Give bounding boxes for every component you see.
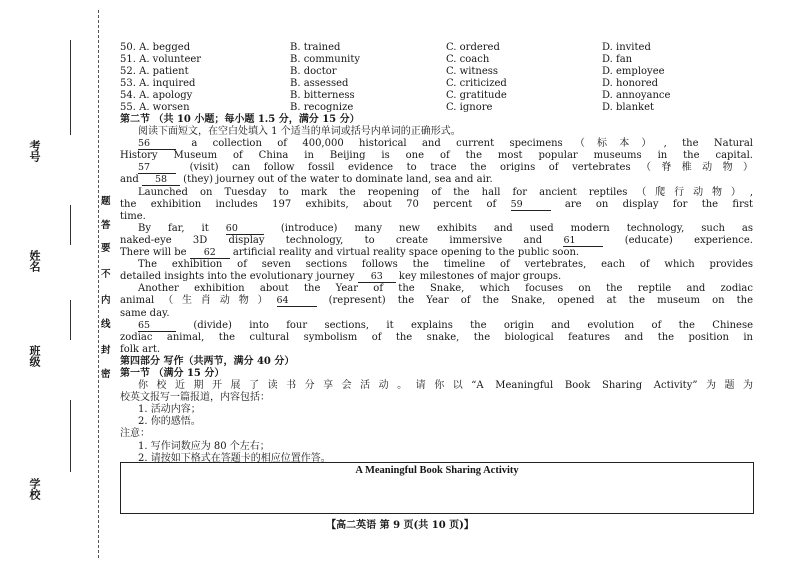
notice-char: 答 — [101, 220, 111, 231]
label-school: 学校 — [28, 478, 41, 500]
notice-char: 题 — [101, 196, 111, 207]
blank-60[interactable]: 60 — [226, 224, 264, 235]
blank-59[interactable]: 59 — [511, 200, 551, 211]
seal-line — [98, 10, 99, 558]
class-line — [70, 300, 71, 340]
blank-56[interactable]: 56 — [138, 139, 176, 150]
blank-65[interactable]: 65 — [138, 321, 176, 332]
blank-64[interactable]: 64 — [277, 296, 317, 307]
name-line — [70, 205, 71, 245]
section2-instruction: 阅读下面短文，在空白处填入 1 个适当的单词或括号内单词的正确形式。 — [138, 126, 461, 138]
blank-63[interactable]: 63 — [358, 272, 396, 283]
option-row: 50. A. begged B. trained C. ordered D. invited — [120, 42, 651, 53]
label-exam-number: 考号 — [28, 140, 41, 162]
exam-number-line — [70, 40, 71, 135]
notice-char: 要 — [101, 243, 111, 254]
option-row: 51. A. volunteer B. community C. coach D. fan — [120, 54, 633, 65]
note-heading: 注意： — [120, 428, 150, 440]
notice-char: 封 — [101, 345, 111, 356]
blank-62[interactable]: 62 — [190, 248, 230, 259]
page-footer: 【高二英语 第 9 页(共 10 页)】 — [326, 520, 474, 531]
notice-char: 线 — [101, 319, 111, 330]
option-row: 52. A. patient B. doctor C. witness D. employee — [120, 66, 665, 77]
part4-title: 第四部分 写作（共两节，满分 40 分） — [120, 355, 295, 367]
answer-box[interactable] — [120, 462, 754, 514]
blank-58[interactable]: 58 — [142, 175, 180, 186]
blank-61[interactable]: 61 — [563, 236, 603, 247]
blank-57[interactable]: 57 — [138, 163, 176, 174]
school-line — [70, 400, 71, 472]
option-row: 54. A. apology B. bitterness C. gratitude D. annoyance — [120, 90, 671, 101]
binding-strip — [0, 0, 118, 566]
notice-char: 不 — [101, 269, 111, 280]
notice-char: 内 — [101, 295, 111, 306]
label-name: 姓名 — [28, 250, 41, 272]
option-row: 53. A. inquired B. assessed C. criticized D. honored — [120, 78, 659, 89]
section2-title: 第二节 （共 10 小题；每小题 1.5 分，满分 15 分） — [120, 114, 360, 125]
exam-content: 50. A. begged B. trained C. ordered D. invited 51. A. volunteer B. community C. coach D. fan 52. A. patient B. doctor C. witness D. employee 53. A. inquired B. assessed C. criticized D. honored 54. A. apology B. bitterness C. gratitude D. annoyance 55. A. worsen B. recognize C. ignore D. blanket 第二节 （共 10 小题；每小题 1.5 分，满分 15 分） 阅读下面短文，在空白处填入 1 个适当的单词或括号内单词的正确形式。 56 a collection of 400,000 historical and current specimens（标本）, the Natural History Museum of China in Beijing is one of the most popular museums in the capital. 57 (visit) can follow fossil evidence to trace the origins of vertebrates（脊椎动物） and 58 (they) journey out of the water to dominate land, sea and air. Launched on Tuesday to mark the reopening of the hall for ancient reptiles（爬行动物）, the exhibition includes 197 exhibits, about 70 percent of 59 are on display for the first time. By far, it 60 (introduce) many new exhibits and used modern technology, such as naked-eye 3D display technology, to create immersive and 61 (educate) experience. There will be 62 artificial reality and virtual reality space opening to the public soon. The exhibition of seven sections follows the timeline of vertebrates, each of which provides detailed insights into the evolutionary journey 63 key milestones of major groups. Another exhibition about the Year of the Snake, which focuses on the reptile and zodiac animal（生肖动物）64 (represent) the Year of the Snake, opened at the museum on the same day. 65 (divide) into four sections, it explains the origin and evolution of the Chinese zodiac animal, the cultural symbolism of the snake, the biological features and the position in folk art. 第四部分 写作（共两节，满分 40 分） 第一节 （满分 15 分） 你校近期开展了读书分享会活动。请你以“A Meaningful Book Sharing Activity”为题为 校英文报写一篇报道，内容包括： 1. 活动内容； 2. 你的感悟。 注意： 1. 写作词数应为 80 个左右； 2. 请按如下格式在答题卡的相应位置作答。 — [120, 42, 753, 464]
options-table — [120, 42, 753, 114]
writing-prompt: 你校近期开展了读书分享会活动。请你以“A Meaningful Book Sharing Activity”为题为 — [138, 380, 753, 392]
option-row: 55. A. worsen B. recognize C. ignore D. blanket — [120, 102, 655, 113]
label-class: 班级 — [28, 345, 41, 367]
part4-section1: 第一节 （满分 15 分） — [120, 367, 225, 379]
notice-char: 密 — [101, 369, 111, 380]
passage: 56 a collection of 400,000 historical and current specimens（标本）, the Natural History Museum of China in Beijing is one of the most popular museums in the capital. 57 (visit) can follow fossil evidence to trace the origins of vertebrates（脊椎动物） and 58 (they) journey out of the water to dominate land, sea and air. Launched on Tuesday to mark the reopening of the hall for ancient reptiles（爬行动物）, the exhibition includes 197 exhibits, about 70 percent of 59 are on display for the first time. By far, it 60 (introduce) many new exhibits and used modern technology, such as naked-eye 3D display technology, to create immersive and 61 (educate) experience. There will be 62 artificial reality and virtual reality space opening to the public soon. The exhibition of seven sections follows the timeline of vertebrates, each of which provides detailed insights into the evolutionary journey 63 key milestones of major groups. Another exhibition about the Year of the Snake, which focuses on the reptile and zodiac animal（生肖动物）64 (represent) the Year of the Snake, opened at the museum on the same day. 65 (divide) into four sections, it explains the origin and evolution of the Chinese zodiac animal, the cultural symbolism of the snake, the biological features and the position in folk art. — [120, 138, 753, 355]
answer-box-title: A Meaningful Book Sharing Activity — [355, 465, 519, 476]
